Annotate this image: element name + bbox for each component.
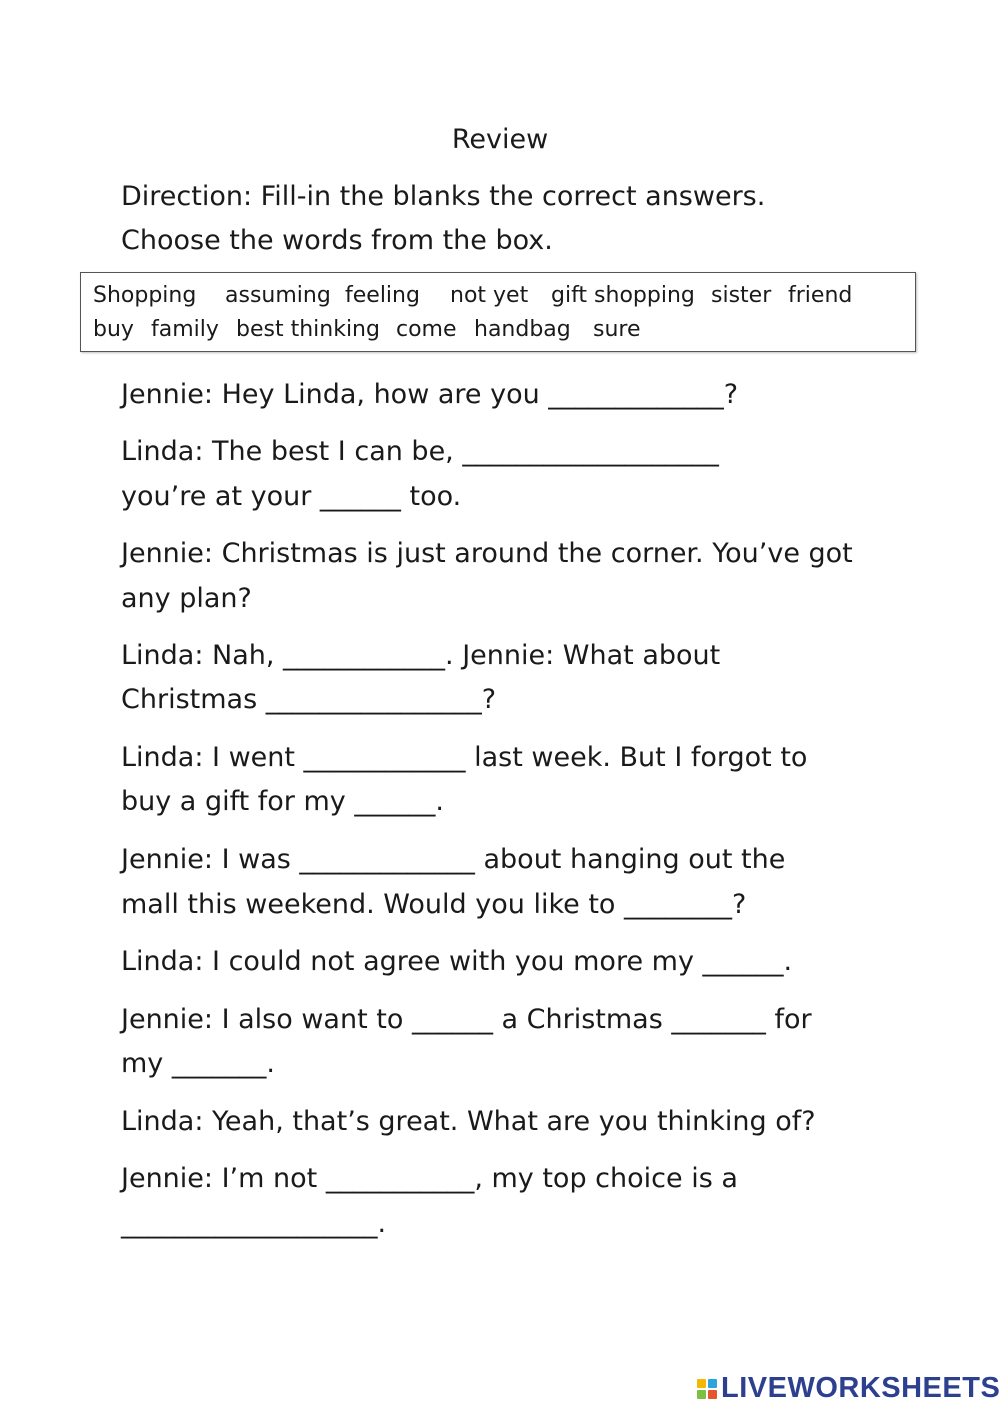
dialogue-line: Jennie: Hey Linda, how are you _____________? xyxy=(121,379,739,410)
dialogue-line: any plan? xyxy=(121,583,252,614)
word-bank-item: feeling xyxy=(345,283,420,308)
word-bank-item: sister xyxy=(711,283,772,308)
dialogue-line: buy a gift for my ______. xyxy=(121,786,444,817)
dialogue-line: Linda: The best I can be, ___________________ xyxy=(121,436,719,467)
dialogue-line: Linda: I could not agree with you more my ______. xyxy=(121,946,793,977)
logo-grid-icon xyxy=(697,1379,717,1399)
dialogue-line: my _______. xyxy=(121,1048,275,1079)
dialogue-line: ___________________. xyxy=(121,1208,387,1239)
word-bank-item: family xyxy=(151,317,219,342)
word-bank-item: Shopping xyxy=(93,283,197,308)
word-bank-item: buy xyxy=(93,317,134,342)
dialogue-line: you’re at your ______ too. xyxy=(121,481,462,512)
word-bank-item: assuming xyxy=(225,283,331,308)
word-bank-item: not yet xyxy=(450,283,529,308)
word-bank-item: best thinking xyxy=(236,317,380,342)
logo-square-icon xyxy=(697,1379,706,1388)
dialogue-line: Linda: Yeah, that’s great. What are you thinking of? xyxy=(121,1106,816,1137)
direction-line-1: Direction: Fill-in the blanks the correct answers. xyxy=(121,181,766,212)
dialogue-line: Linda: Nah, ____________. Jennie: What about xyxy=(121,640,721,671)
dialogue-line: Jennie: Christmas is just around the corner. You’ve got xyxy=(121,538,853,569)
liveworksheets-logo xyxy=(697,1374,1000,1403)
logo-text: LIVEWORKSHEETS xyxy=(721,1372,1000,1404)
dialogue-line: Jennie: I’m not ___________, my top choice is a xyxy=(121,1163,738,1194)
logo-square-icon xyxy=(708,1390,717,1399)
dialogue-line: Jennie: I was _____________ about hanging out the xyxy=(121,844,786,875)
direction-line-2: Choose the words from the box. xyxy=(121,225,553,256)
word-bank-item: gift shopping xyxy=(551,283,695,308)
word-bank-item: handbag xyxy=(474,317,571,342)
logo-square-icon xyxy=(708,1379,717,1388)
word-bank-item: friend xyxy=(788,283,853,308)
word-bank-item: come xyxy=(396,317,457,342)
dialogue-line: mall this weekend. Would you like to ________? xyxy=(121,889,747,920)
page-title: Review xyxy=(451,124,549,155)
dialogue-line: Christmas ________________? xyxy=(121,684,497,715)
word-bank-box xyxy=(80,272,916,352)
logo-square-icon xyxy=(697,1390,706,1399)
word-bank-item: sure xyxy=(593,317,641,342)
dialogue-line: Jennie: I also want to ______ a Christmas _______ for xyxy=(121,1004,812,1035)
dialogue-line: Linda: I went ____________ last week. But I forgot to xyxy=(121,742,808,773)
